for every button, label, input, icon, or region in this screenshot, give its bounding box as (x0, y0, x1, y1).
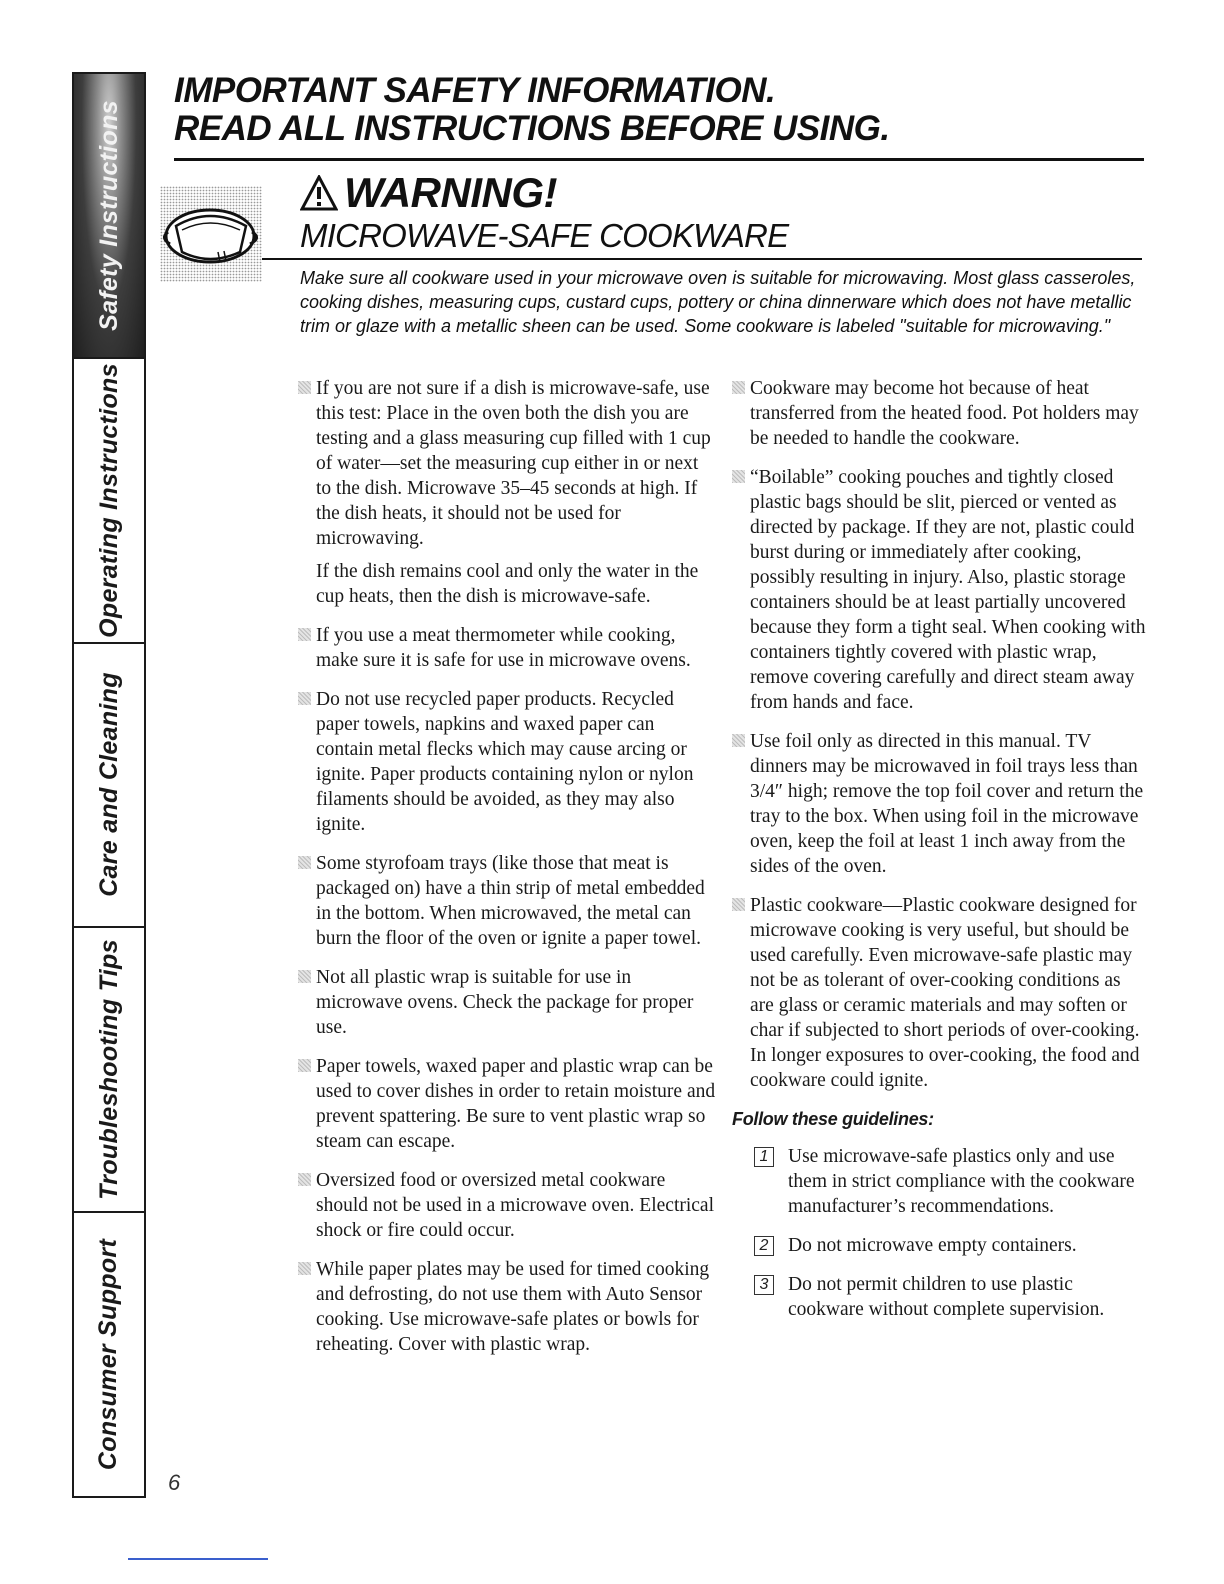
bullet-square-icon (732, 381, 745, 394)
page-header (174, 72, 1144, 161)
tab-safety-instructions[interactable] (74, 74, 144, 359)
guideline-text: Do not microwave empty containers. (788, 1235, 1077, 1256)
guideline-text: Use microwave-safe plastics only and use them in strict compliance with the cookware manufacturer’s recommendations. (788, 1146, 1135, 1217)
list-item (298, 1054, 716, 1154)
list-item (298, 687, 716, 837)
list-item (298, 965, 716, 1040)
list-item (732, 893, 1148, 1093)
bullet-square-icon (732, 734, 745, 747)
bullet-square-icon (298, 381, 311, 394)
guideline-item (732, 1144, 1148, 1219)
bullet-square-icon (298, 1173, 311, 1186)
bullet-text: Some styrofoam trays (like those that meat is packaged on) have a thin strip of metal embedded in the bottom. When microwaved, the metal can burn the floor of the oven or ignite a paper towel. (316, 853, 705, 949)
guideline-item (732, 1272, 1148, 1322)
bullet-text: If you are not sure if a dish is microwave-safe, use this test: Place in the oven both the dish you are testing and a glass measuring cup filled with 1 cup of water—set the measuring cup either in or next to the dish. Microwave 35–45 seconds at high. If the dish heats, it should not be used for microwaving. (316, 378, 711, 549)
number-box: 3 (754, 1275, 774, 1295)
footer-link-underline (128, 1558, 268, 1560)
bullet-square-icon (732, 470, 745, 483)
tab-care-and-cleaning[interactable] (74, 644, 144, 929)
section-tabs (72, 72, 146, 1498)
bullet-continuation: If the dish remains cool and only the water in the cup heats, then the dish is microwave-safe. (316, 561, 699, 607)
bullet-text: If you use a meat thermometer while cooking, make sure it is safe for use in microwave ovens. (316, 625, 691, 671)
list-item (298, 1257, 716, 1357)
bullet-text: Not all plastic wrap is suitable for use in microwave ovens. Check the package for proper use. (316, 967, 694, 1038)
bullet-text: Cookware may become hot because of heat transferred from the heated food. Pot holders may be needed to handle the cookware. (750, 378, 1139, 449)
guideline-item (732, 1233, 1148, 1258)
header-divider (174, 158, 1144, 161)
warning-title-text: WARNING! (344, 169, 557, 216)
page-number: 6 (168, 1470, 181, 1495)
list-item (298, 623, 716, 673)
tab-label: Troubleshooting Tips (94, 939, 123, 1201)
list-item (732, 376, 1148, 451)
guidelines-heading: Follow these guidelines: (732, 1109, 934, 1129)
bullet-text: Do not use recycled paper products. Recycled paper towels, napkins and waxed paper can contain metal flecks which may cause arcing or ignite. Paper products containing nylon or nylon filaments should be avoided, as they may also ignite. (316, 689, 694, 835)
right-column (732, 376, 1148, 1336)
left-column (298, 376, 716, 1371)
list-item (732, 465, 1148, 715)
tab-label: Safety Instructions (94, 100, 123, 331)
bullet-text: “Boilable” cooking pouches and tightly closed plastic bags should be slit, pierced or vented as directed by package. If they are not, plastic could burst during or immediately after cooking, possibly resulting in injury. Also, plastic storage containers should be at least partially uncovered because they form a tight seal. When cooking with containers tightly covered with plastic wrap, remove covering carefully and direct steam away from hands and face. (750, 467, 1146, 713)
warning-triangle-icon (300, 175, 338, 211)
bullet-square-icon (732, 898, 745, 911)
warning-intro: Make sure all cookware used in your microwave oven is suitable for microwaving. Most glass casseroles, cooking dishes, measuring cups, custard cups, pottery or china dinnerware which does not have metallic trim or glaze with a metallic sheen can be used. Some cookware is labeled "suitable for microwaving." (300, 268, 1136, 336)
header-line-1: IMPORTANT SAFETY INFORMATION. (174, 71, 776, 110)
tab-label: Care and Cleaning (94, 672, 123, 898)
tab-label: Consumer Support (94, 1238, 123, 1471)
bullet-text: Paper towels, waxed paper and plastic wrap can be used to cover dishes in order to retain moisture and prevent spattering. Be sure to vent plastic wrap so steam can escape. (316, 1056, 716, 1152)
tab-consumer-support[interactable] (74, 1213, 144, 1496)
tab-operating-instructions[interactable] (74, 359, 144, 644)
number-box: 1 (754, 1147, 774, 1167)
bullet-square-icon (298, 1262, 311, 1275)
tab-label: Operating Instructions (94, 362, 123, 638)
number-box: 2 (754, 1236, 774, 1256)
bullet-square-icon (298, 970, 311, 983)
bullet-square-icon (298, 1059, 311, 1072)
list-item (298, 851, 716, 951)
tab-troubleshooting-tips[interactable] (74, 928, 144, 1213)
list-item (298, 376, 716, 551)
bullet-square-icon (298, 692, 311, 705)
guideline-text: Do not permit children to use plastic cookware without complete supervision. (788, 1274, 1105, 1320)
warning-divider (262, 258, 1142, 260)
bullet-square-icon (298, 628, 311, 641)
warning-subtitle: MICROWAVE-SAFE COOKWARE (300, 217, 789, 254)
bullet-text: While paper plates may be used for timed cooking and defrosting, do not use them with Auto Sensor cooking. Use microwave-safe plates or bowls for reheating. Cover with plastic wrap. (316, 1259, 710, 1355)
bullet-square-icon (298, 856, 311, 869)
list-item (732, 729, 1148, 879)
header-line-2: READ ALL INSTRUCTIONS BEFORE USING. (174, 109, 890, 148)
cookware-dish-icon (160, 186, 262, 282)
bullet-text: Oversized food or oversized metal cookware should not be used in a microwave oven. Electrical shock or fire could occur. (316, 1170, 714, 1241)
warning-title (300, 170, 557, 216)
bullet-text: Use foil only as directed in this manual. TV dinners may be microwaved in foil trays less than 3/4″ high; remove the top foil cover and return the tray to the box. When using foil in the microwave oven, keep the foil at least 1 inch away from the sides of the oven. (750, 731, 1144, 877)
list-item (298, 1168, 716, 1243)
bullet-text: Plastic cookware—Plastic cookware designed for microwave cooking is very useful, but should be used carefully. Even microwave-safe plastic may not be as tolerant of over-cooking conditions as are glass or ceramic materials and may soften or char if subjected to short periods of over-cooking. In longer exposures to over-cooking, the food and cookware could ignite. (750, 895, 1140, 1091)
